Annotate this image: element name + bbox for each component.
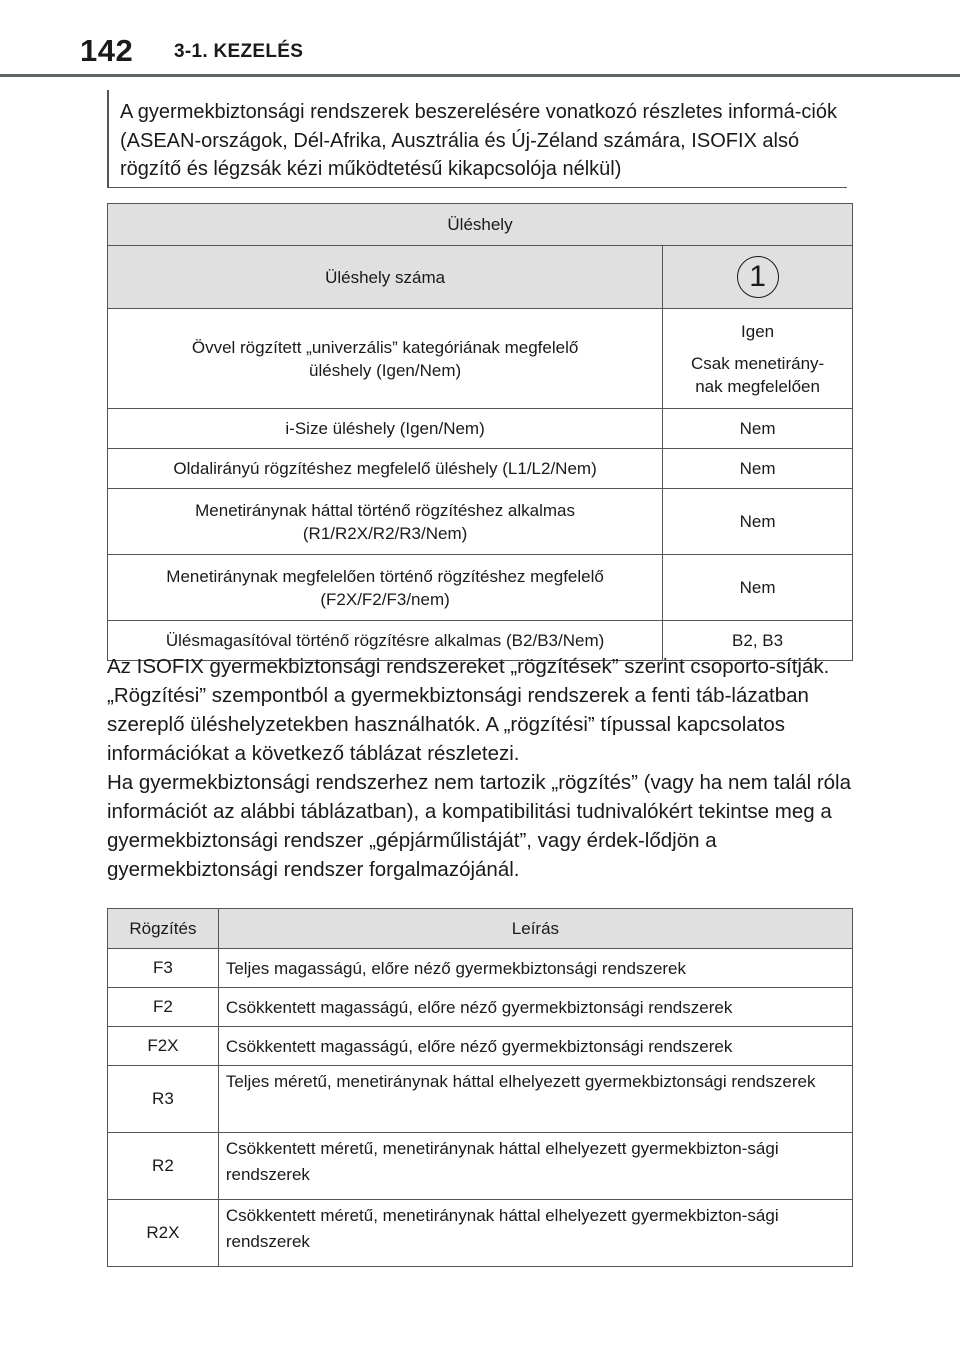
seat-number-badge: 1 [737,256,779,298]
page-header [0,0,960,80]
fixture-desc: Csökkentett méretű, menetiránynak háttal elhelyezett gyermekbizton-sági rendszerek [218,1200,852,1267]
fixture-desc: Csökkentett magasságú, előre néző gyermekbiztonsági rendszerek [218,1027,852,1066]
section-title: 3-1. KEZELÉS [174,41,304,62]
row-value: Igen [741,321,775,341]
row-label: i-Size üléshely (Igen/Nem) [108,409,663,449]
seat-position-table [107,203,853,661]
info-box [107,90,847,188]
fixture-code: F3 [108,949,219,988]
fixture-code: F2X [108,1027,219,1066]
table-row [108,1027,853,1066]
table-row [108,449,853,489]
table-row [108,489,853,555]
page-number: 142 [80,33,134,68]
table-row [108,949,853,988]
fixture-code: F2 [108,988,219,1027]
body-paragraph-1: Az ISOFIX gyermekbiztonsági rendszereket „rögzítések” szerint csoporto-sítják. „Rögzítési” szempontból a gyermekbiztonsági rendszerek a fenti táb-lázatban szereplő üléshelyzetekben használhatók. A „rögzítési” típussal kapcsolatos információkat a következő táblázat részletezi. [107,655,830,765]
body-paragraph-2: Ha gyermekbiztonsági rendszerhez nem tartozik „rögzítés” (vagy ha nem talál róla információt az alábbi táblázatban), a kompatibilitási tudnivalókért tekintse meg a gyermekbiztonsági rendszer „gépjárműlistáját”, vagy érdek-lődjön a gyermekbiztonsági rendszer forgalmazójánál. [107,771,852,881]
row-value-note: Csak menetirány-nak megfelelően [690,353,825,396]
row-label: Ülésmagasítóval történő rögzítésre alkalmas (B2/B3/Nem) [108,621,663,661]
fixture-desc: Csökkentett magasságú, előre néző gyermekbiztonsági rendszerek [218,988,852,1027]
body-text [107,652,853,884]
seat-table-title: Üléshely [108,204,853,246]
row-value: Nem [663,449,853,489]
row-label: Menetiránynak háttal történő rögzítéshez alkalmas (R1/R2X/R2/R3/Nem) [108,489,663,555]
row-label: Oldalirányú rögzítéshez megfelelő üléshely (L1/L2/Nem) [108,449,663,489]
table-row [108,1133,853,1200]
row-value: Nem [663,489,853,555]
fixture-desc: Teljes méretű, menetiránynak háttal elhelyezett gyermekbiztonsági rendszerek [218,1066,852,1133]
table-row [108,1066,853,1133]
info-box-text: A gyermekbiztonsági rendszerek beszerelésére vonatkozó részletes informá-ciók (ASEAN-országok, Dél-Afrika, Ausztrália és Új-Zéland számára, ISOFIX alsó rögzítő és légzsák kézi működtetésű kikapcsolója nélkül) [120,101,838,180]
row-value: B2, B3 [663,621,853,661]
row-value: Nem [663,555,853,621]
fixture-code: R3 [108,1066,219,1133]
seat-number-label: Üléshely száma [108,246,663,309]
row-label: Menetiránynak megfelelően történő rögzítéshez megfelelő (F2X/F2/F3/nem) [108,555,663,621]
row-value: Nem [663,409,853,449]
fixture-desc: Csökkentett méretű, menetiránynak háttal elhelyezett gyermekbizton-sági rendszerek [218,1133,852,1200]
seat-number-cell [663,246,853,309]
fixture-header-desc: Leírás [218,909,852,949]
header-divider [0,74,960,77]
row-label: Övvel rögzített „univerzális” kategóriának megfelelő üléshely (Igen/Nem) [108,309,663,409]
fixture-table [107,908,853,1267]
table-row [108,555,853,621]
table-row [108,409,853,449]
fixture-desc: Teljes magasságú, előre néző gyermekbiztonsági rendszerek [218,949,852,988]
table-row [108,309,853,409]
row-value-cell [663,309,853,409]
fixture-code: R2 [108,1133,219,1200]
table-row [108,1200,853,1267]
table-row [108,988,853,1027]
fixture-header-code: Rögzítés [108,909,219,949]
fixture-code: R2X [108,1200,219,1267]
